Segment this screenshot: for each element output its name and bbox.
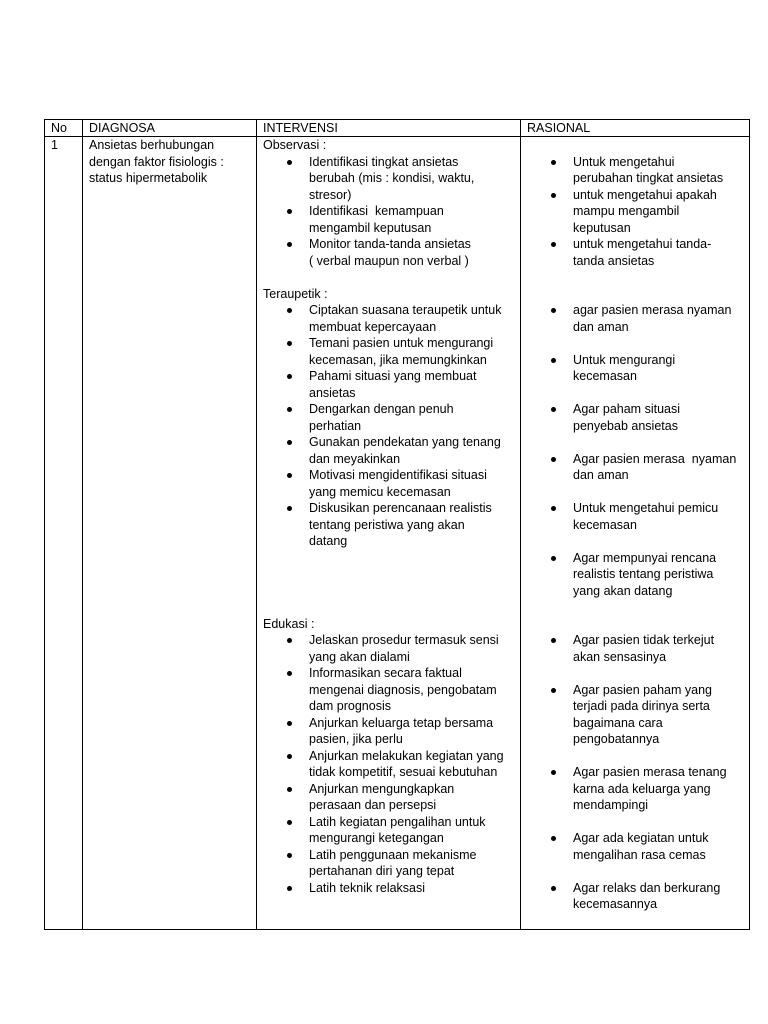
observasi-list <box>263 154 514 270</box>
list-item: Identifikasi tingkat ansietas berubah (mis : kondisi, waktu, stresor) <box>309 154 514 204</box>
header-rasional: RASIONAL <box>521 120 750 137</box>
rasional-item: Agar pasien merasa nyaman dan aman <box>573 451 743 484</box>
list-item: Anjurkan keluarga tetap bersama pasien, jika perlu <box>309 715 514 748</box>
list-item: Diskusikan perencanaan realistis tentang peristiwa yang akan datang <box>309 500 514 550</box>
rasional-item: Agar pasien paham yang terjadi pada dirinya serta bagaimana cara pengobatannya <box>573 682 743 748</box>
list-item: Latih teknik relaksasi <box>309 880 514 897</box>
edukasi-list <box>263 632 514 896</box>
header-diagnosa: DIAGNOSA <box>83 120 257 137</box>
rasional-item: untuk mengetahui tanda-tanda ansietas <box>573 236 731 269</box>
list-item: Informasikan secara faktual mengenai diagnosis, pengobatam dam prognosis <box>309 665 514 715</box>
rasional-item: Agar ada kegiatan untuk mengalihan rasa cemas <box>573 830 743 863</box>
list-item: Latih kegiatan pengalihan untuk mengurangi ketegangan <box>309 814 514 847</box>
header-no: No <box>45 120 83 137</box>
list-item: Anjurkan mengungkapkan perasaan dan persepsi <box>309 781 514 814</box>
list-item: Anjurkan melakukan kegiatan yang tidak kompetitif, sesuai kebutuhan <box>309 748 514 781</box>
list-item: Motivasi mengidentifikasi situasi yang memicu kecemasan <box>309 467 514 500</box>
list-item: Pahami situasi yang membuat ansietas <box>309 368 514 401</box>
rasional-item: Agar relaks dan berkurang kecemasannya <box>573 880 743 913</box>
rasional-item: Agar pasien tidak terkejut akan sensasinya <box>573 632 743 665</box>
rasional-item: Agar paham situasi penyebab ansietas <box>573 401 743 434</box>
list-item: Temani pasien untuk mengurangi kecemasan, jika memungkinkan <box>309 335 514 368</box>
rasional-item: Agar pasien merasa tenang karna ada keluarga yang mendampingi <box>573 764 743 814</box>
rasional-item: Agar mempunyai rencana realistis tentang peristiwa yang akan datang <box>573 550 743 600</box>
section-label-edukasi: Edukasi : <box>263 616 315 631</box>
rasional-item: Untuk mengetahui pemicu kecemasan <box>573 500 743 533</box>
list-item: Jelaskan prosedur termasuk sensi yang akan dialami <box>309 632 514 665</box>
nursing-care-plan-table <box>44 119 750 930</box>
table-row <box>45 137 750 930</box>
rasional-list <box>527 154 743 913</box>
table-header-row <box>45 120 750 137</box>
header-intervensi: INTERVENSI <box>257 120 521 137</box>
cell-diagnosa <box>83 137 257 930</box>
list-item: Gunakan pendekatan yang tenang dan meyakinkan <box>309 434 514 467</box>
diagnosa-text: Ansietas berhubungan dengan faktor fisiologis : status hipermetabolik <box>89 138 224 185</box>
cell-no: 1 <box>45 137 83 930</box>
list-item: Monitor tanda-tanda ansietas ( verbal maupun non verbal ) <box>309 236 514 269</box>
teraupetik-list <box>263 302 514 550</box>
rasional-item: untuk mengetahui apakah mampu mengambil keputusan <box>573 187 743 237</box>
list-item: Latih penggunaan mekanisme pertahanan diri yang tepat <box>309 847 514 880</box>
cell-intervensi <box>257 137 521 930</box>
section-label-observasi: Observasi : <box>263 138 327 152</box>
rasional-item: Untuk mengetahui perubahan tingkat ansietas <box>573 154 743 187</box>
cell-rasional <box>521 137 750 930</box>
rasional-item: agar pasien merasa nyaman dan aman <box>573 302 743 335</box>
list-item: Identifikasi kemampuan mengambil keputusan <box>309 203 514 236</box>
rasional-item: Untuk mengurangi kecemasan <box>573 352 743 385</box>
list-item: Ciptakan suasana teraupetik untuk membuat kepercayaan <box>309 302 514 335</box>
section-label-teraupetik: Teraupetik : <box>263 286 328 301</box>
list-item: Dengarkan dengan penuh perhatian <box>309 401 514 434</box>
